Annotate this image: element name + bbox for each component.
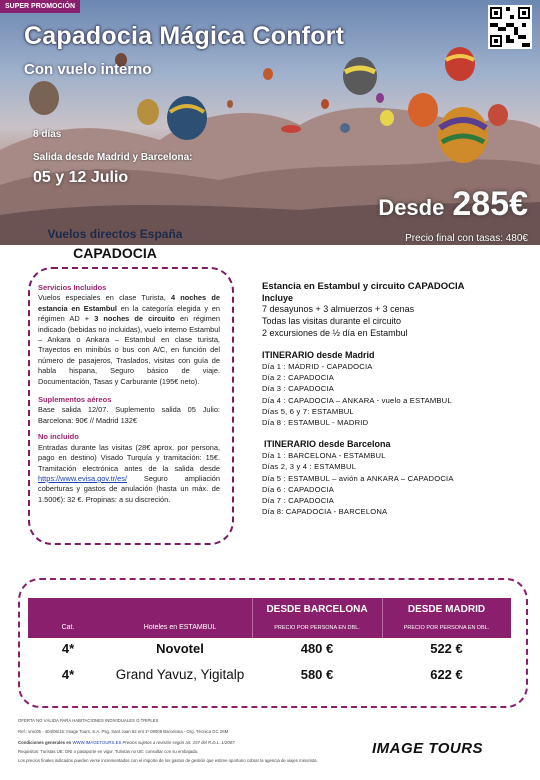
includes-item: 7 desayunos + 3 almuerzos + 3 cenas	[262, 304, 415, 314]
departure-cities: Salida desde Madrid y Barcelona:	[33, 152, 193, 163]
itinerary-day: Día 6 : CAPADOCIA	[262, 484, 335, 494]
row-category: 4*	[61, 641, 75, 656]
footer-conditions: Condiciones generales en WWW.IMAGETOURS.ES Precios sujetos a revisión según art. 157 del R.D.L. 1/2007.	[18, 740, 236, 745]
row-hotel: Grand Yavuz, Yigitalp	[115, 667, 245, 682]
row-price-madrid: 622 €	[430, 667, 463, 682]
footer-requirements: Requisitos: Turistas UE: DNI o pasaporte en vigor. Turistas no UE: consultar con su embajada.	[18, 749, 199, 754]
itinerary-day: Días 2, 3 y 4 : ESTAMBUL	[262, 462, 357, 472]
not-included-heading: No incluido	[38, 432, 79, 442]
price-block	[378, 185, 528, 224]
itinerary-day: Día 8 : ESTAMBUL - MADRID	[262, 418, 369, 428]
footer-offer-note: OFERTA NO VÁLIDA PARA HABITACIONES INDIVIDUALES O TRIPLES	[18, 718, 159, 723]
itinerary-day: Días 5, 6 y 7: ESTAMBUL	[262, 406, 354, 416]
imagetours-link[interactable]: WWW.IMAGETOURS.ES	[72, 740, 122, 745]
itinerary-day: Día 2 : CAPADOCIA	[262, 373, 335, 383]
included-services-text: Vuelos especiales en clase Turista, 4 noches de estancia en Estambul en la categoría elegida y en régimen AD + 3 noches de circuito en régimen indicado (bebidas no incluidas), vuelo interno Estambul – Ankara o Ankara – Estambul en clase turista, Trayectos en minibús o bus con A/C, en función del número de pasajeros, Traslados, visitas con guía de habla hispana, Seguro básico de viaje. Documentación, Tasas y Carburante (195€ neto).	[38, 293, 220, 386]
row-price-madrid: 522 €	[430, 641, 463, 656]
col-header-barcelona: DESDE BARCELONA	[266, 604, 368, 615]
air-supplements-text: Base salida 12/07. Suplemento salida 05 Julio: Barcelona: 90€ // Madrid 132€	[38, 405, 220, 425]
itinerary-day: Día 1 : MADRID - CAPADOCIA	[262, 362, 373, 371]
itinerary-day: Día 3 : CAPADOCIA	[262, 384, 335, 394]
row-price-barcelona: 580 €	[300, 667, 334, 682]
itinerary-day: Día 8: CAPADOCIA - BARCELONA	[262, 507, 388, 517]
price-prefix: Desde	[378, 195, 445, 220]
includes-item: 2 excursiones de ½ día en Estambul	[262, 328, 408, 338]
itinerary-day: Día 7 : CAPADOCIA	[262, 496, 335, 506]
col-header-hotels: Hoteles en ESTAMBUL	[143, 624, 217, 631]
direct-flights-heading: Vuelos directos España	[47, 227, 183, 241]
stay-heading: Estancia en Estambul y circuito CAPADOCIA	[262, 281, 465, 292]
row-hotel: Novotel	[156, 641, 204, 656]
row-category: 4*	[61, 667, 75, 682]
footer-final-prices: Los precios finales indicados pueden verse incrementados con el importe de los gastos de gestión que estime oportuno cobrar la agencia de viajes minorista.	[18, 758, 318, 763]
row-price-barcelona: 480 €	[300, 641, 334, 656]
qr-code-icon[interactable]	[488, 5, 532, 49]
itinerary-madrid-title: ITINERARIO desde Madrid	[262, 350, 375, 360]
price-value: 285€	[452, 185, 528, 223]
page-subtitle: Con vuelo interno	[24, 61, 152, 78]
itinerary-column	[262, 281, 532, 517]
evisa-link[interactable]: https://www.evisa.gov.tr/es/	[38, 473, 127, 483]
destination-heading: CAPADOCIA	[73, 245, 157, 261]
itinerary-day: Día 5 : ESTAMBUL – avión a ANKARA – CAPADOCIA	[262, 473, 454, 483]
col-header-madrid: DESDE MADRID	[407, 604, 486, 615]
includes-item: Todas las visitas durante el circuito	[262, 316, 402, 326]
image-tours-logo: IMAGE TOURS	[372, 740, 484, 757]
col-header-category: Cat.	[61, 624, 75, 631]
includes-label: Incluye	[262, 293, 294, 303]
trip-duration: 8 días	[33, 129, 62, 140]
hero-image	[0, 0, 540, 245]
included-services-heading: Servicios Incluidos	[38, 283, 107, 292]
super-promo-badge: SUPER PROMOCIÓN	[0, 0, 80, 13]
services-box	[28, 267, 234, 545]
footer-reference: Ref.: vmc05 - 404/06/15: Image Tours, S.A. Psg. Sant Joan 62 ent 1º 08009 Barcelona - Org. Técnica GC 26M	[18, 729, 229, 734]
final-price-note: Precio final con tasas: 480€	[405, 233, 528, 244]
not-included-text: Entradas durante las visitas (28€ aprox. por persona, pago en destino) Visado Turquía y tramitación: 15€. Tramitación electrónica antes de la salida desde https://www.evisa.gov.tr/es/ Seguro ampliación coberturas y gastos de anulación (hasta un máx. de 1.500€): 32 €. Propinas: a su discreción.	[38, 442, 220, 504]
departure-dates: 05 y 12 Julio	[33, 169, 129, 186]
col-subheader-barcelona: PRECIO POR PERSONA EN DBL.	[274, 625, 360, 631]
air-supplements-heading: Suplementos aéreos	[38, 395, 112, 405]
col-subheader-madrid: PRECIO POR PERSONA EN DBL.	[403, 625, 490, 631]
itinerary-day: Día 4 : CAPADOCIA – ANKARA - vuelo a ESTAMBUL	[262, 395, 452, 405]
itinerary-day: Día 1 : BARCELONA - ESTAMBUL	[262, 451, 386, 461]
page-title: Capadocia Mágica Confort	[24, 22, 345, 50]
itinerary-barcelona-title: ITINERARIO desde Barcelona	[264, 439, 391, 450]
